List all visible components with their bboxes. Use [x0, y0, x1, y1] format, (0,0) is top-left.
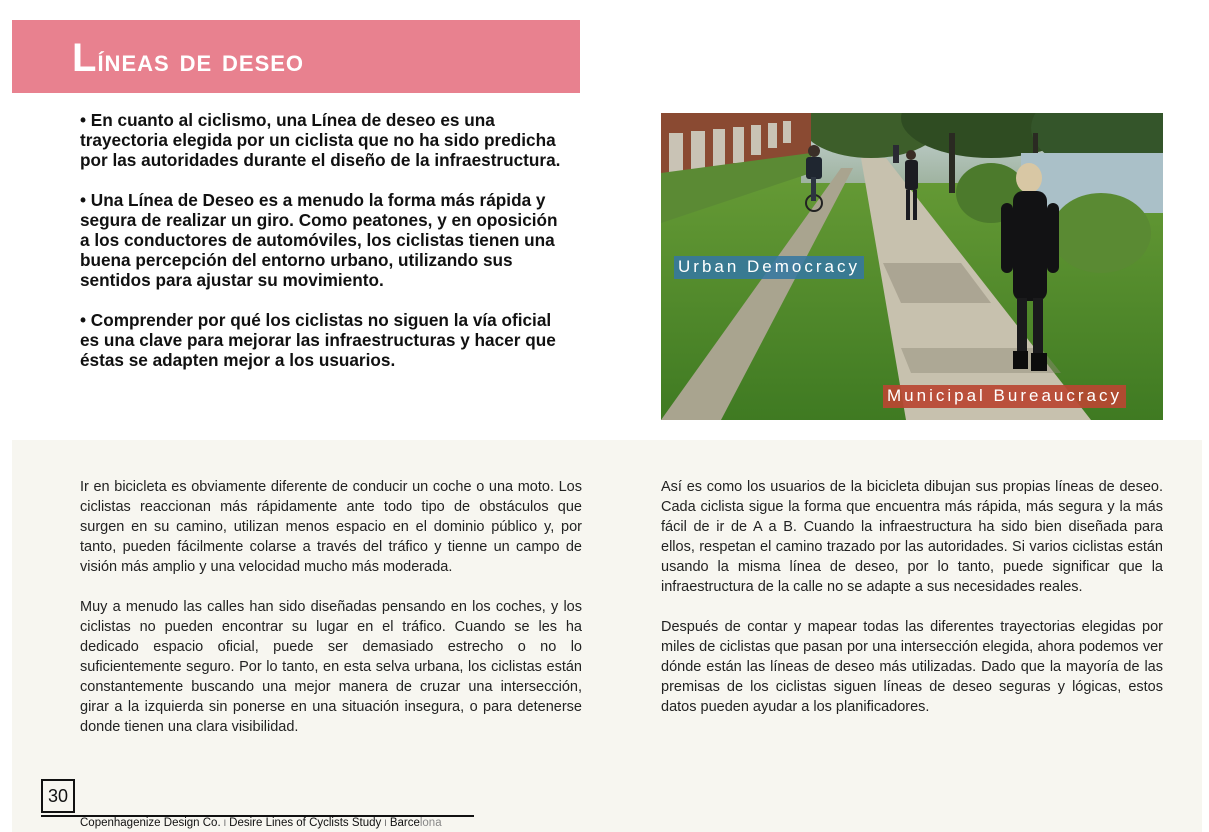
bullet-item: • Comprender por qué los ciclistas no siguen la vía oficial es una clave para mejorar las infraestructuras y hacer que éstas se adapten mejor a los usuarios. [80, 310, 556, 370]
page-title [72, 36, 304, 81]
right-column [661, 477, 1163, 737]
footer-credit [80, 817, 442, 829]
bullet-item: • En cuanto al ciclismo, una Línea de deseo es una trayectoria elegida por un ciclista que no ha sido predicha por las autoridades durante el diseño de la infraestructura. [80, 110, 561, 170]
footer-separator: I [384, 818, 387, 828]
cycle-path-photo [661, 113, 1163, 420]
footer-city-faded: lona [419, 817, 442, 829]
municipal-bureaucracy-label: Municipal Bureaucracy [883, 385, 1126, 408]
title-rest: íneas de deseo [97, 42, 305, 78]
footer-city: Barce [389, 817, 420, 829]
title-banner [12, 20, 580, 93]
left-column [80, 477, 582, 757]
title-first-letter: L [72, 36, 98, 80]
footer-study: Desire Lines of Cyclists Study [229, 817, 382, 829]
urban-democracy-label: Urban Democracy [674, 256, 864, 279]
paragraph: Ir en bicicleta es obviamente diferente de conducir un coche o una moto. Los ciclistas reaccionan más rápidamente ante todo tipo de obstáculos que surgen en su camino, utilizan menos espacio en el dominio público y, por tanto, pueden fácilmente colarse a través del tráfico y tienne un campo de visión más amplio y una velocidad mucho más moderada. [80, 479, 582, 575]
bullet-list [80, 110, 570, 390]
footer-company: Copenhagenize Design Co. [80, 817, 221, 829]
paragraph: Después de contar y mapear todas las diferentes trayectorias elegidas por miles de ciclistas que pasan por una intersección elegida, ahora podemos ver dónde están las líneas de deseo más utilizadas. Dado que la mayoría de las premisas de los ciclistas siguen líneas de deseo seguras y lógicas, estos datos pueden ayudar a los planificadores. [661, 619, 1163, 715]
page-number: 30 [41, 779, 75, 813]
footer-separator: I [223, 818, 227, 828]
bullet-item: • Una Línea de Deseo es a menudo la forma más rápida y segura de realizar un giro. Como peatones, y en oposición a los conductores de automóviles, los ciclistas tienen una buena percepción del entorno urbano, utilizando sus sentidos para ajustar su movimiento. [80, 190, 558, 290]
paragraph: Así es como los usuarios de la bicicleta dibujan sus propias líneas de deseo. Cada ciclista sigue la forma que encuentra más rápida, más segura y la más fácil de ir de A a B. Cuando la infraestructura ha sido bien diseñada para ellos, respetan el camino trazado por las autoridades. Si varios ciclistas están usando la misma línea de deseo, por lo tanto, puede significar que la infraestructura de la calle no se adapte a sus necesidades reales. [661, 479, 1163, 595]
paragraph: Muy a menudo las calles han sido diseñadas pensando en los coches, y los ciclistas no pueden encontrar su lugar en el tráfico. Cuando se les ha dedicado espacio oficial, puede ser demasiado estrecho o no lo suficientemente seguro. Por lo tanto, en esta selva urbana, los ciclistas están constantemente buscando una mejor manera de cruzar una intersección, girar a la izquierda sin ponerse en una situación insegura, o para detenerse donde tienen una clara visibilidad. [80, 599, 582, 735]
